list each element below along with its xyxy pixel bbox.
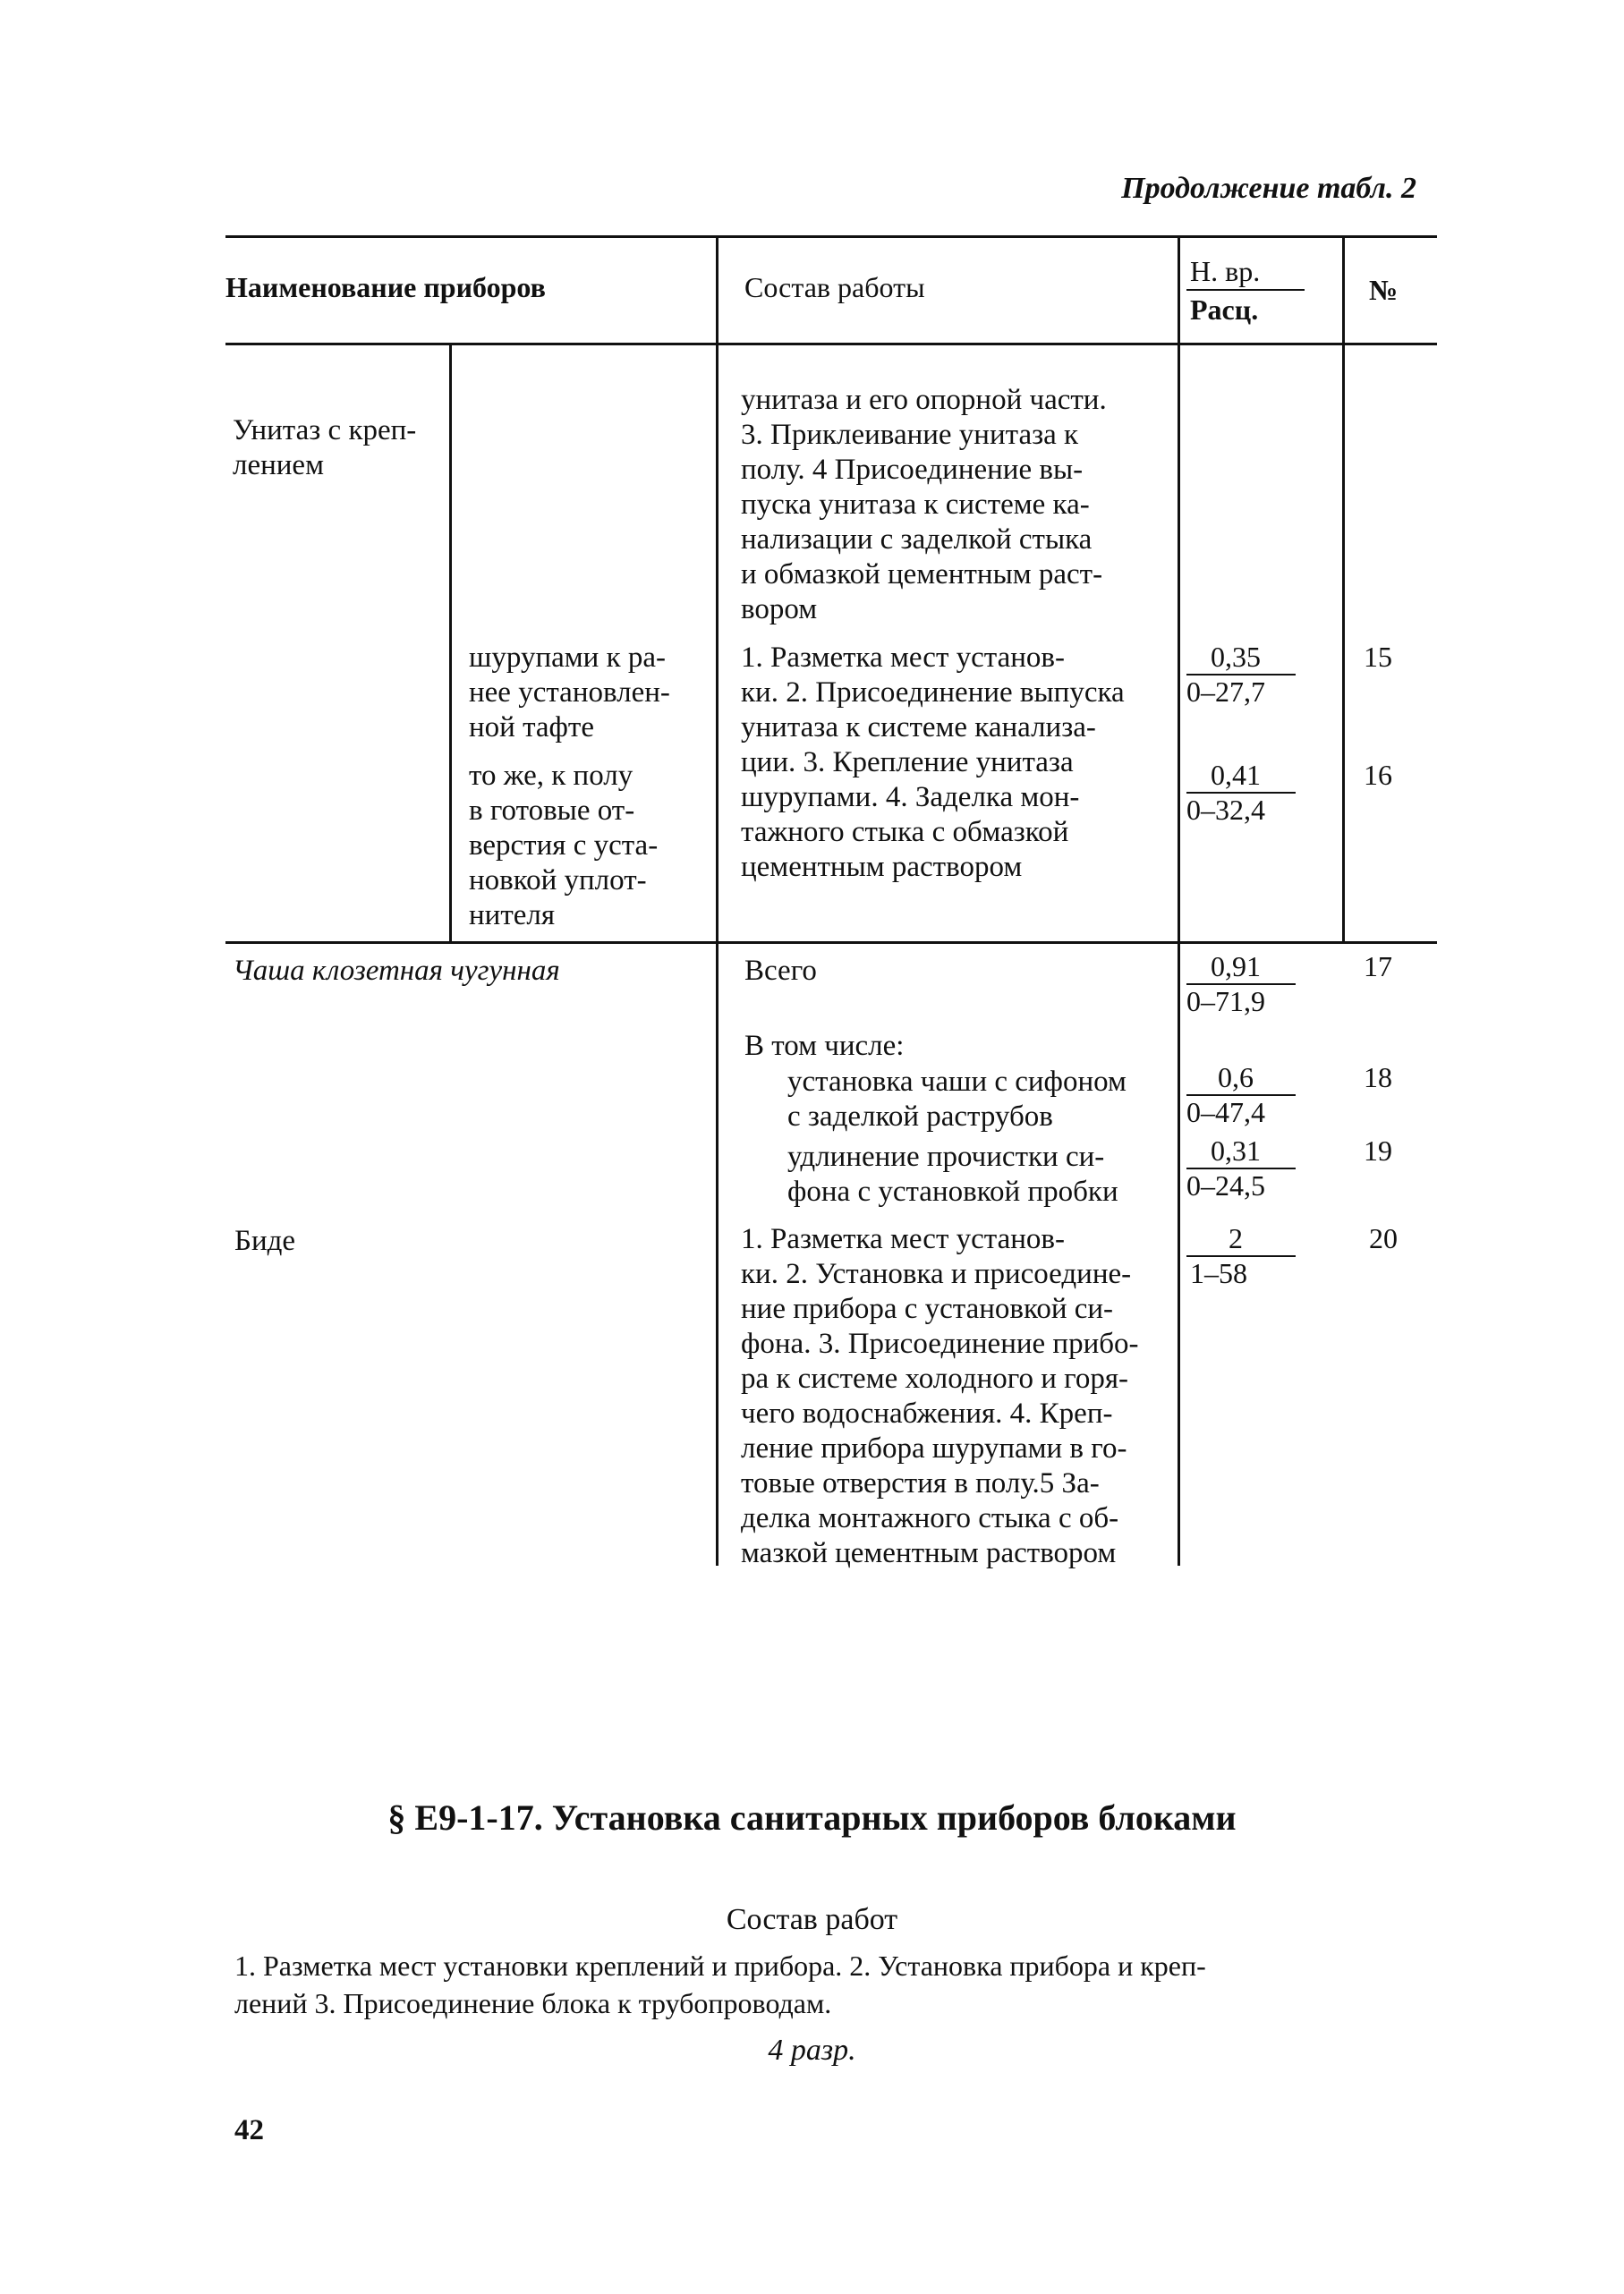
- table-top-rule: [225, 235, 1437, 238]
- row-17-rate: 0–71,9: [1186, 985, 1265, 1017]
- row-chasha-name: Чаша клозетная чугунная: [233, 955, 560, 987]
- row-to-zhe-name: то же, к полу в готовые от- верстия с уста- новкой уплот- нителя: [469, 760, 659, 931]
- row-16-norm-time: 0,41: [1211, 759, 1261, 791]
- row-unitaz-work: унитаза и его опорной части. 3. Приклеивание унитаза к полу. 4 Присоединение вы- пуска унитаза к системе ка- нализации с заделкой стыка и обмазкой цементным раст- вором: [741, 384, 1107, 625]
- header-norm-fraction-line: [1186, 289, 1305, 291]
- row-shurupy-work: 1. Разметка мест установ- ки. 2. Присоединение выпуска унитаза к системе канализа- ции. 3. Крепление унитаза шурупами. 4. Заделка мон- тажного стыка с обмазкой цементным раствором: [741, 641, 1125, 883]
- row-19-norm-time: 0,31: [1211, 1134, 1261, 1167]
- row-15-norm-time: 0,35: [1211, 641, 1261, 673]
- row-16-rate: 0–32,4: [1186, 794, 1265, 826]
- header-norm-rate: Расц.: [1190, 293, 1259, 326]
- col-divider-subname: [449, 343, 452, 941]
- col-divider-name-work: [716, 235, 718, 1566]
- header-number: №: [1369, 274, 1399, 306]
- section-subtitle: Состав работ: [726, 1903, 898, 1936]
- row-18-rate: 0–47,4: [1186, 1096, 1265, 1128]
- section-title: § Е9-1-17. Установка санитарных приборов блоками: [387, 1797, 1237, 1838]
- header-norm-time: Н. вр.: [1190, 255, 1261, 287]
- row-shurupy-name: шурупами к ра- нее установлен- ной тафте: [469, 641, 670, 743]
- row-ustanovka-work: установка чаши с сифоном с заделкой раструбов: [787, 1066, 1127, 1133]
- row-18-number: 18: [1364, 1061, 1392, 1093]
- row-bide-work: 1. Разметка мест установ- ки. 2. Установка и присоедине- ние прибора с установкой си- фона. 3. Присоединение прибо- ра к системе холодного и горя- чего водоснабжения. 4. Креп- ление прибора шурупами в го- товые отверстия в полу.5 За- делка монтажного стыка с об- мазкой цементным раствором: [741, 1223, 1139, 1569]
- row-18-norm-time: 0,6: [1218, 1061, 1254, 1093]
- table-group-rule: [225, 941, 1437, 944]
- col-divider-work-norm: [1178, 235, 1180, 1566]
- header-name: Наименование приборов: [225, 271, 546, 303]
- section-grade: 4 разр.: [768, 2034, 856, 2067]
- row-15-rate: 0–27,7: [1186, 675, 1265, 708]
- row-19-number: 19: [1364, 1134, 1392, 1167]
- row-20-norm-time: 2: [1229, 1222, 1243, 1254]
- header-work: Состав работы: [744, 271, 925, 303]
- row-19-rate: 0–24,5: [1186, 1169, 1265, 1202]
- table-continuation-caption: Продолжение табл. 2: [1121, 172, 1416, 205]
- row-v-tom-chisle: В том числе:: [744, 1030, 905, 1062]
- section-text: 1. Разметка мест установки креплений и прибора. 2. Установка прибора и креп- лений 3. Присоединение блока к трубопроводам.: [234, 1950, 1206, 2019]
- row-16-number: 16: [1364, 759, 1392, 791]
- row-bide-name: Биде: [234, 1225, 296, 1257]
- table-header-rule: [225, 343, 1437, 345]
- row-20-number: 20: [1369, 1222, 1398, 1254]
- row-15-number: 15: [1364, 641, 1392, 673]
- col-divider-norm-number: [1342, 235, 1345, 941]
- row-unitaz-name: Унитаз с креп- лением: [233, 414, 417, 481]
- page-number: 42: [234, 2114, 264, 2146]
- row-17-number: 17: [1364, 950, 1392, 982]
- row-20-rate: 1–58: [1190, 1257, 1247, 1289]
- row-vsego-label: Всего: [744, 955, 817, 987]
- row-udlinenie-work: удлинение прочистки си- фона с установкой пробки: [787, 1141, 1118, 1208]
- row-17-norm-time: 0,91: [1211, 950, 1261, 982]
